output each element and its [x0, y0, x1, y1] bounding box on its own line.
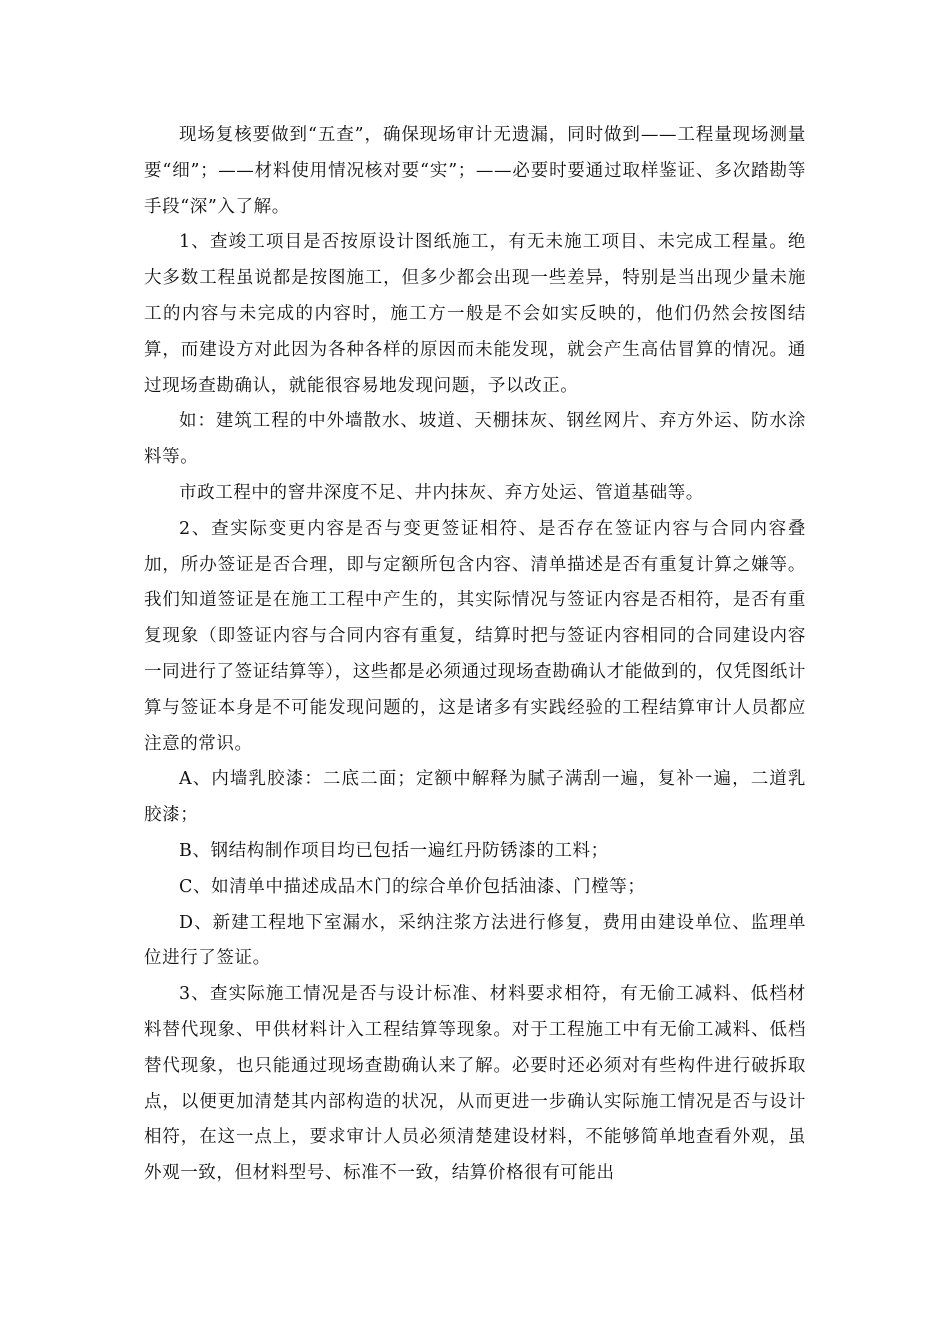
paragraph-item-b: B、钢结构制作项目均已包括一遍红丹防锈漆的工料；	[179, 840, 609, 861]
paragraph-item-a: A、内墙乳胶漆：二底二面；定额中解释为腻子满刮一遍，复补一遍，二道乳胶漆；	[144, 769, 806, 826]
paragraph-item-d: D、新建工程地下室漏水，采纳注浆方法进行修复，费用由建设单位、监理单位进行了签证。	[144, 912, 806, 969]
paragraph-check-2: 2、查实际变更内容是否与变更签证相符、是否存在签证内容与合同内容叠加，所办签证是否合理，即与定额所包含内容、清单描述是否有重复计算之嫌等。我们知道签证是在施工工程中产生的，其实际情况与签证内容是否相符，是否有重复现象（即签证内容与合同内容有重复，结算时把与签证内容相同的合同建设内容一同进行了签证结算等），这些都是必须通过现场查勘确认才能做到的，仅凭图纸计算与签证本身是不可能发现问题的，这是诸多有实践经验的工程结算审计人员都应注意的常识。	[144, 518, 806, 754]
paragraph-example-municipal: 市政工程中的窨井深度不足、井内抹灰、弃方处运、管道基础等。	[179, 482, 704, 503]
paragraph-check-1: 1、查竣工项目是否按原设计图纸施工，有无未施工项目、未完成工程量。绝大多数工程虽说都是按图施工，但多少都会出现一些差异，特别是当出现少量未施工的内容与未完成的内容时，施工方一般是不会如实反映的，他们仍然会按图结算，而建设方对此因为各种各样的原因而未能发现，就会产生高估冒算的情况。通过现场查勘确认，就能很容易地发现问题，予以改正。	[144, 232, 806, 396]
document-page	[144, 118, 806, 1192]
paragraph-example-building: 如：建筑工程的中外墙散水、坡道、天棚抹灰、钢丝网片、弃方外运、防水涂料等。	[144, 411, 806, 468]
paragraph-item-c: C、如清单中描述成品木门的综合单价包括油漆、门樘等；	[179, 876, 646, 897]
paragraph-intro: 现场复核要做到“五查”，确保现场审计无遗漏，同时做到——工程量现场测量要“细”；——材料使用情况核对要“实”；——必要时要通过取样鉴证、多次踏勘等手段“深”入了解。	[144, 125, 806, 217]
paragraph-check-3: 3、查实际施工情况是否与设计标准、材料要求相符，有无偷工减料、低档材料替代现象、甲供材料计入工程结算等现象。对于工程施工中有无偷工减料、低档替代现象，也只能通过现场查勘确认来了解。必要时还必须对有些构件进行破拆取点，以便更加清楚其内部构造的状况，从而更进一步确认实际施工情况是否与设计相符，在这一点上，要求审计人员必须清楚建设材料，不能够简单地查看外观，虽外观一致，但材料型号、标准不一致，结算价格很有可能出	[144, 984, 806, 1184]
